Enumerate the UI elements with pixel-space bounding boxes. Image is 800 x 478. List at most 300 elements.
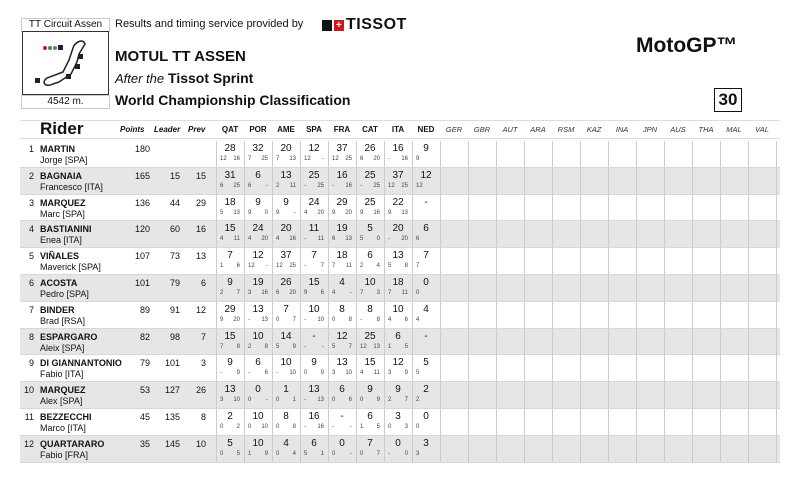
sprint-points: 12: [388, 182, 395, 189]
sprint-points: 3: [220, 397, 224, 404]
race-total-points: 25: [364, 169, 376, 181]
table-end-border: [776, 409, 777, 435]
race-total-points: 10: [252, 330, 264, 342]
race-cell: [692, 409, 719, 435]
race-cell: [216, 355, 243, 381]
race-cell: [608, 302, 635, 328]
race-cell: [356, 329, 383, 355]
sprint-points: 9: [248, 209, 252, 216]
race-cell: [468, 355, 495, 381]
race-cell: [692, 195, 719, 221]
header-race-gbr: GBR: [473, 125, 491, 134]
race-total-points: 4: [423, 303, 429, 315]
race-cell: [216, 329, 243, 355]
race-cell: [328, 168, 355, 194]
gap-to-leader: 60: [169, 224, 180, 235]
header-rider: Rider: [40, 119, 84, 138]
race-cell: [496, 248, 523, 274]
race-points: 25: [373, 182, 380, 189]
rider-firstname-nation: Fabio [FRA]: [40, 449, 89, 460]
race-points: 25: [233, 182, 240, 189]
race-points: 9: [320, 370, 324, 377]
sprint-points: 12: [248, 263, 255, 270]
table-row: [20, 329, 780, 356]
rider-surname: ESPARGARO: [40, 331, 98, 342]
race-cell: [328, 409, 355, 435]
race-cell: [412, 382, 439, 408]
race-cell: [272, 168, 299, 194]
race-cell: [720, 221, 747, 247]
race-points: 7: [348, 343, 352, 350]
rider-firstname-nation: Aleix [SPA]: [40, 342, 85, 353]
race-cell: [272, 195, 299, 221]
race-points: 8: [348, 316, 352, 323]
table-end-border: [776, 141, 777, 167]
sprint-points: 4: [388, 316, 392, 323]
race-total-points: 9: [367, 384, 373, 396]
sprint-points: 2: [276, 182, 280, 189]
header-race-ger: GER: [445, 125, 463, 134]
race-points: -: [350, 423, 352, 430]
race-cell: [468, 248, 495, 274]
race-total-points: 13: [336, 357, 348, 369]
sprint-points: -: [332, 182, 334, 189]
header-race-ina: INA: [615, 125, 629, 134]
sprint-points: 4: [276, 236, 280, 243]
header-race-tha: THA: [698, 125, 714, 134]
race-cell: [636, 382, 663, 408]
track-name: TT Circuit Assen: [21, 18, 110, 32]
race-cell: [468, 168, 495, 194]
race-cell: [664, 168, 691, 194]
race-cell: [552, 275, 579, 301]
race-points: 20: [289, 289, 296, 296]
race-points: 25: [401, 182, 408, 189]
race-cell: [356, 355, 383, 381]
rider-firstname-nation: Marc [SPA]: [40, 208, 85, 219]
race-total-points: 8: [339, 303, 345, 315]
sprint-points: 0: [388, 423, 392, 430]
sprint-points: 9: [360, 209, 364, 216]
race-cell: [272, 141, 299, 167]
sprint-points: 7: [332, 263, 336, 270]
race-points: 13: [373, 343, 380, 350]
sprint-points: 4: [220, 236, 224, 243]
race-cell: [580, 302, 607, 328]
race-cell: [216, 168, 243, 194]
race-cell: [328, 382, 355, 408]
race-cell: [720, 436, 747, 462]
race-total-points: 9: [311, 357, 317, 369]
sprint-points: 5: [388, 263, 392, 270]
race-cell: [412, 195, 439, 221]
sprint-points: 0: [276, 423, 280, 430]
rider-position: 1: [28, 144, 34, 154]
race-cell: [440, 141, 467, 167]
sprint-points: 6: [276, 289, 280, 296]
race-points: -: [266, 397, 268, 404]
race-cell: [384, 409, 411, 435]
standings-table: [20, 141, 780, 463]
race-cell: [608, 221, 635, 247]
race-cell: [692, 436, 719, 462]
race-cell: [412, 168, 439, 194]
race-cell: [552, 329, 579, 355]
race-cell: [636, 248, 663, 274]
race-cell: [748, 382, 775, 408]
race-points: 20: [261, 236, 268, 243]
race-cell: [412, 355, 439, 381]
rider-position: 9: [28, 358, 34, 369]
rider-position: 11: [24, 411, 34, 422]
race-points: 7: [320, 263, 324, 270]
race-cell: [636, 221, 663, 247]
race-cell: [608, 436, 635, 462]
race-cell: [552, 248, 579, 274]
race-total-points: 13: [392, 250, 404, 262]
race-cell: [608, 141, 635, 167]
race-cell: [412, 436, 439, 462]
race-cell: [580, 195, 607, 221]
race-total-points: -: [340, 410, 344, 422]
table-row: [20, 436, 780, 463]
sprint-points: 12: [416, 182, 423, 189]
race-cell: [356, 168, 383, 194]
race-cell: [244, 221, 271, 247]
race-total-points: 32: [252, 143, 264, 154]
sprint-points: -: [360, 316, 362, 323]
race-total-points: 10: [252, 410, 264, 422]
race-cell: [272, 248, 299, 274]
race-cell: [216, 436, 243, 462]
race-cell: [384, 195, 411, 221]
race-total-points: 2: [227, 410, 233, 422]
race-cell: [356, 195, 383, 221]
race-cell: [300, 409, 327, 435]
race-cell: [748, 221, 775, 247]
race-cell: [664, 329, 691, 355]
race-cell: [552, 302, 579, 328]
race-cell: [524, 248, 551, 274]
race-points: -: [322, 343, 324, 350]
header-race-ara: ARA: [530, 125, 546, 134]
race-cell: [748, 275, 775, 301]
rider-surname: BEZZECCHI: [40, 411, 92, 422]
sprint-points: 5: [304, 450, 308, 457]
sprint-points: -: [248, 370, 250, 377]
rider-position: 2: [28, 170, 34, 181]
race-cell: [244, 248, 271, 274]
race-points: 16: [289, 236, 296, 243]
rider-position: 3: [28, 197, 34, 208]
race-cell: [524, 302, 551, 328]
race-cell: [468, 195, 495, 221]
race-cell: [748, 436, 775, 462]
race-cell: [748, 302, 775, 328]
race-points: -: [350, 450, 352, 457]
sprint-points: 12: [304, 156, 311, 162]
rider-points: 165: [134, 170, 150, 181]
race-total-points: 9: [423, 143, 429, 154]
race-cell: [580, 329, 607, 355]
race-cell: [692, 248, 719, 274]
race-total-points: 12: [252, 250, 264, 262]
race-cell: [468, 302, 495, 328]
sprint-points: 12: [276, 263, 283, 270]
race-cell: [272, 221, 299, 247]
race-cell: [524, 355, 551, 381]
race-total-points: 25: [364, 330, 376, 342]
sprint-points: 0: [276, 450, 280, 457]
race-cell: [636, 168, 663, 194]
race-cell: [244, 329, 271, 355]
rider-surname: MARTIN: [40, 144, 75, 154]
race-cell: [272, 302, 299, 328]
race-cell: [412, 275, 439, 301]
race-cell: [608, 168, 635, 194]
race-points: 3: [404, 423, 408, 430]
race-total-points: 7: [227, 250, 233, 262]
race-cell: [608, 195, 635, 221]
table-end-border: [776, 248, 777, 274]
race-cell: [216, 221, 243, 247]
gap-to-previous: 13: [195, 251, 206, 262]
race-points: 11: [401, 289, 408, 296]
header-race-qat: QAT: [221, 125, 239, 134]
race-cell: [468, 221, 495, 247]
race-total-points: -: [312, 330, 316, 342]
race-cell: [748, 141, 775, 167]
gap-to-previous: 26: [195, 385, 206, 396]
race-cell: [328, 221, 355, 247]
race-cell: [328, 329, 355, 355]
gap-to-previous: 7: [200, 331, 206, 342]
race-cell: [720, 248, 747, 274]
race-total-points: 6: [255, 357, 261, 369]
race-total-points: 9: [227, 357, 233, 369]
session-name: Tissot Sprint: [168, 70, 254, 86]
sprint-points: 0: [416, 289, 420, 296]
race-points: 2: [236, 423, 240, 430]
rider-firstname-nation: Jorge [SPA]: [40, 155, 88, 165]
sprint-points: 0: [276, 397, 280, 404]
race-cell: [440, 409, 467, 435]
sprint-points: 5: [360, 236, 364, 243]
race-cell: [272, 329, 299, 355]
sprint-points: 5: [276, 343, 280, 350]
sprint-points: -: [332, 423, 334, 430]
race-cell: [440, 355, 467, 381]
race-points: -: [350, 289, 352, 296]
race-cell: [440, 302, 467, 328]
rider-surname: QUARTARARO: [40, 438, 105, 449]
race-cell: [300, 355, 327, 381]
sprint-points: -: [248, 316, 250, 323]
sprint-points: 6: [332, 236, 336, 243]
race-cell: [608, 275, 635, 301]
rider-firstname-nation: Enea [ITA]: [40, 235, 82, 246]
track-map-image: [22, 31, 109, 95]
table-end-border: [776, 302, 777, 328]
gap-to-previous: 6: [200, 277, 206, 288]
sprint-points: -: [388, 156, 390, 162]
race-cell: [440, 329, 467, 355]
gap-to-leader: 15: [169, 170, 180, 181]
sprint-points: 7: [360, 289, 364, 296]
rider-surname: MARQUEZ: [40, 197, 86, 208]
sprint-points: -: [304, 236, 306, 243]
race-cell: [580, 436, 607, 462]
rider-points: 180: [134, 144, 150, 154]
sprint-points: -: [388, 236, 390, 243]
race-cell: [216, 195, 243, 221]
sprint-points: -: [304, 397, 306, 404]
sprint-points: 4: [360, 370, 364, 377]
race-total-points: 24: [252, 223, 264, 235]
sprint-points: 7: [416, 263, 420, 270]
race-cell: [524, 382, 551, 408]
sprint-points: 0: [248, 423, 252, 430]
race-cell: [300, 195, 327, 221]
header-race-aut: AUT: [502, 125, 518, 134]
swiss-cross-icon: +: [335, 19, 343, 31]
header-race-val: VAL: [755, 125, 769, 134]
table-row: [20, 355, 780, 382]
race-total-points: 0: [339, 437, 345, 449]
race-cell: [496, 436, 523, 462]
rider-points: 53: [139, 385, 150, 396]
race-total-points: 7: [423, 250, 429, 262]
race-total-points: 4: [339, 276, 345, 288]
race-total-points: 10: [252, 437, 264, 449]
sprint-points: 9: [332, 209, 336, 216]
race-points: 25: [345, 156, 352, 162]
gap-to-leader: 101: [164, 358, 180, 369]
sprint-points: 4: [332, 289, 336, 296]
rider-position: 10: [23, 385, 34, 396]
race-cell: [328, 302, 355, 328]
sprint-points: 0: [360, 450, 364, 457]
race-cell: [384, 275, 411, 301]
race-cell: [356, 248, 383, 274]
race-cell: [720, 141, 747, 167]
race-cell: [636, 355, 663, 381]
race-cell: [636, 302, 663, 328]
race-points: 5: [404, 343, 408, 350]
rider-points: 107: [134, 251, 150, 262]
race-points: -: [266, 182, 268, 189]
header-race-cat: CAT: [362, 125, 378, 134]
race-cell: [384, 168, 411, 194]
table-end-border: [776, 329, 777, 355]
race-cell: [524, 436, 551, 462]
race-points: 11: [345, 263, 352, 270]
gap-to-leader: 79: [169, 277, 180, 288]
rider-firstname-nation: Alex [SPA]: [40, 396, 83, 407]
race-points: 0: [404, 450, 408, 457]
race-total-points: 28: [224, 143, 236, 154]
race-points: 7: [404, 397, 408, 404]
race-cell: [300, 382, 327, 408]
rider-surname: ACOSTA: [40, 277, 78, 288]
table-row: [20, 141, 780, 168]
race-cell: [496, 168, 523, 194]
race-total-points: -: [424, 196, 428, 208]
race-cell: [468, 409, 495, 435]
race-total-points: 6: [423, 223, 429, 235]
race-cell: [272, 409, 299, 435]
race-points: 6: [236, 263, 240, 270]
race-total-points: 6: [255, 169, 261, 181]
race-cell: [216, 141, 243, 167]
race-points: 20: [233, 316, 240, 323]
race-cell: [468, 141, 495, 167]
sprint-points: 1: [248, 450, 252, 457]
table-end-border: [776, 168, 777, 194]
race-cell: [300, 168, 327, 194]
race-cell: [300, 141, 327, 167]
rider-firstname-nation: Brad [RSA]: [40, 315, 86, 326]
sprint-points: 3: [332, 370, 336, 377]
race-cell: [664, 275, 691, 301]
race-cell: [440, 248, 467, 274]
sprint-points: -: [304, 316, 306, 323]
race-cell: [748, 248, 775, 274]
race-cell: [748, 329, 775, 355]
header-race-rsm: RSM: [557, 125, 575, 134]
race-cell: [440, 275, 467, 301]
race-points: 16: [261, 289, 268, 296]
table-end-border: [776, 221, 777, 247]
race-cell: [440, 436, 467, 462]
race-points: 0: [264, 209, 268, 216]
rider-surname: MARQUEZ: [40, 385, 86, 396]
race-points: 11: [233, 236, 240, 243]
race-total-points: 12: [308, 143, 320, 154]
race-cell: [580, 355, 607, 381]
race-total-points: 8: [283, 410, 289, 422]
sprint-points: 12: [332, 156, 339, 162]
race-total-points: 6: [395, 330, 401, 342]
race-total-points: 9: [227, 276, 233, 288]
gap-to-leader: 145: [164, 438, 180, 449]
race-total-points: 12: [392, 357, 404, 369]
sprint-points: -: [388, 450, 390, 457]
race-cell: [636, 141, 663, 167]
race-cell: [356, 409, 383, 435]
race-cell: [720, 355, 747, 381]
gap-to-leader: 73: [169, 251, 180, 262]
race-cell: [384, 436, 411, 462]
sprint-points: 6: [248, 182, 252, 189]
sprint-points: 0: [332, 316, 336, 323]
race-total-points: 26: [280, 276, 292, 288]
race-cell: [692, 168, 719, 194]
race-cell: [272, 436, 299, 462]
table-row: [20, 248, 780, 275]
rider-position: 4: [28, 224, 34, 235]
race-total-points: 31: [224, 169, 236, 181]
header-race-ame: AME: [277, 125, 295, 134]
race-cell: [412, 141, 439, 167]
gap-to-previous: 12: [195, 304, 206, 315]
sprint-points: -: [220, 370, 222, 377]
table-end-border: [776, 195, 777, 221]
sprint-points: 2: [416, 397, 420, 404]
race-cell: [552, 355, 579, 381]
sprint-points: -: [304, 423, 306, 430]
race-cell: [440, 195, 467, 221]
